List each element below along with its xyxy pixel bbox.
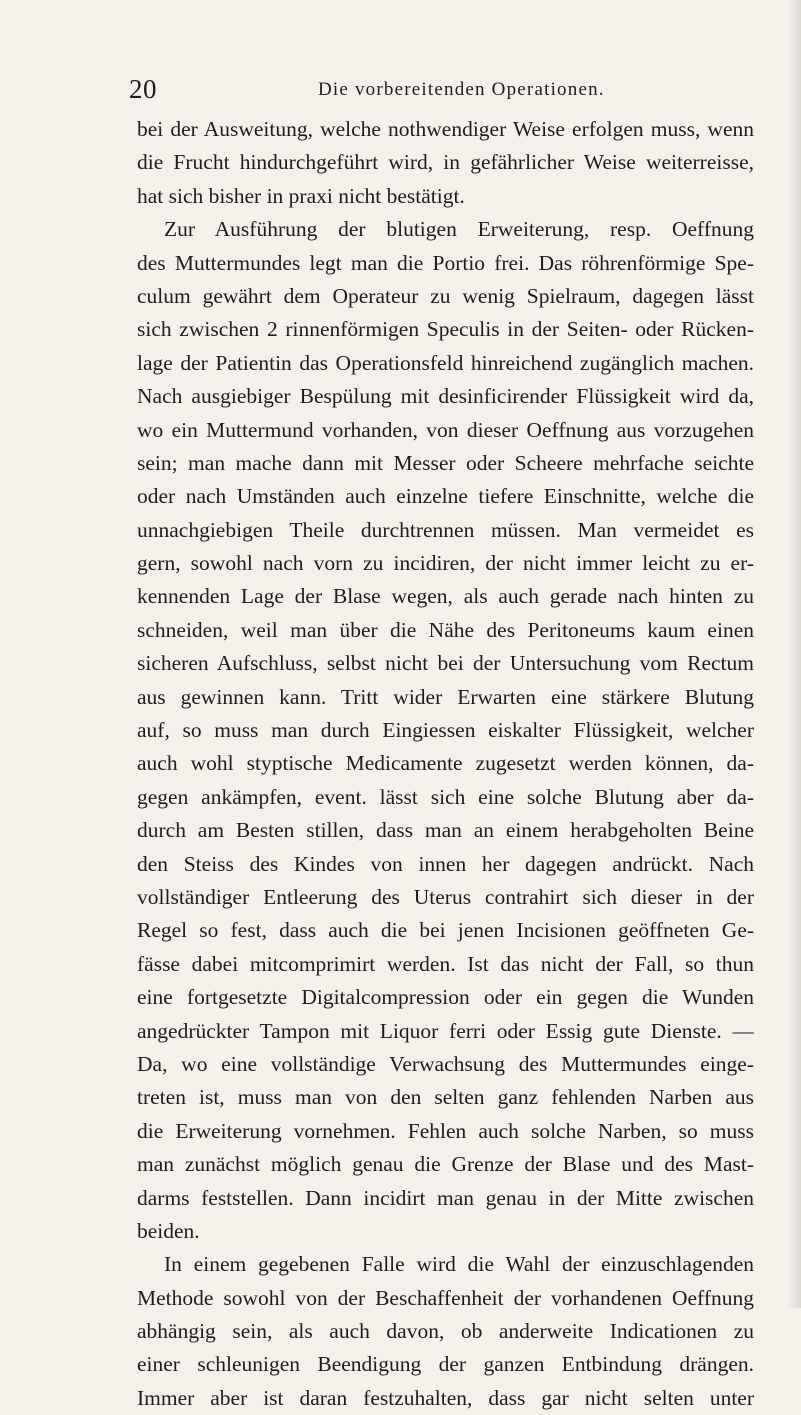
text-line: einer schleunigen Beendigung der ganzen Entbindung drängen.	[137, 1352, 754, 1377]
text-line: beiden.	[137, 1218, 200, 1243]
text-line: lage der Patientin das Operationsfeld hinreichend zugänglich machen.	[137, 350, 754, 375]
running-head: Die vorbereitenden Operationen.	[318, 79, 605, 100]
text-line: angedrückter Tampon mit Liquor ferri oder Essig gute Dienste. —	[137, 1018, 754, 1043]
text-line: sein; man mache dann mit Messer oder Scheere mehrfache seichte	[137, 450, 754, 475]
text-line: Nach ausgiebiger Bespülung mit desinficirender Flüssigkeit wird da,	[137, 384, 754, 409]
text-line: vollständiger Entleerung des Uterus contrahirt sich dieser in der	[137, 884, 754, 909]
text-line: unnachgiebigen Theile durchtrennen müssen. Man vermeidet es	[137, 517, 754, 542]
text-line: Da, wo eine vollständige Verwachsung des Muttermundes einge-	[137, 1051, 754, 1076]
text-line: darms feststellen. Dann incidirt man genau in der Mitte zwischen	[137, 1185, 754, 1210]
text-line: gern, sowohl nach vorn zu incidiren, der nicht immer leicht zu er-	[137, 551, 754, 576]
text-line: die Erweiterung vornehmen. Fehlen auch solche Narben, so muss	[137, 1118, 754, 1143]
text-line: gegen ankämpfen, event. lässt sich eine solche Blutung aber da-	[137, 784, 754, 809]
text-line: sicheren Aufschluss, selbst nicht bei der Untersuchung vom Rectum	[137, 651, 754, 676]
text-line: aus gewinnen kann. Tritt wider Erwarten eine stärkere Blutung	[137, 684, 754, 709]
text-line: Zur Ausführung der blutigen Erweiterung, resp. Oeffnung	[164, 217, 754, 242]
text-line: sich zwischen 2 rinnenförmigen Speculis in der Seiten- oder Rücken-	[137, 317, 754, 342]
text-line: kennenden Lage der Blase wegen, als auch gerade nach hinten zu	[137, 584, 754, 609]
page-number: 20	[129, 74, 157, 104]
text-line: auch wohl styptische Medicamente zugesetzt werden können, da-	[137, 751, 754, 776]
text-line: Methode sowohl von der Beschaffenheit der vorhandenen Oeffnung	[137, 1285, 754, 1310]
text-line: wo ein Muttermund vorhanden, von dieser Oeffnung aus vorzugehen	[137, 417, 754, 442]
text-line: bei der Ausweitung, welche nothwendiger Weise erfolgen muss, wenn	[137, 117, 754, 141]
text-line: oder nach Umständen auch einzelne tiefere Einschnitte, welche die	[137, 484, 754, 509]
text-line: die Frucht hindurchgeführt wird, in gefährlicher Weise weiterreisse,	[137, 150, 754, 175]
text-line: abhängig sein, als auch davon, ob anderweite Indicationen zu	[137, 1319, 754, 1344]
text-line: eine fortgesetzte Digitalcompression oder ein gegen die Wunden	[137, 985, 754, 1010]
text-line: hat sich bisher in praxi nicht bestätigt.	[137, 183, 465, 208]
text-line: Regel so fest, dass auch die bei jenen Incisionen geöffneten Ge-	[137, 918, 754, 943]
text-line: Immer aber ist daran festzuhalten, dass gar nicht selten unter	[137, 1385, 754, 1410]
text-line: auf, so muss man durch Eingiessen eiskalter Flüssigkeit, welcher	[137, 718, 754, 743]
text-line: treten ist, muss man von den selten ganz fehlenden Narben aus	[137, 1085, 754, 1110]
text-line: culum gewährt dem Operateur zu wenig Spielraum, dagegen lässt	[137, 283, 754, 308]
page-edge-shadow	[787, 0, 801, 1308]
body-text	[137, 113, 754, 1415]
text-line: schneiden, weil man über die Nähe des Peritoneums kaum einen	[137, 617, 754, 642]
text-line: durch am Besten stillen, dass man an einem herabgeholten Beine	[137, 818, 754, 843]
text-line: man zunächst möglich genau die Grenze der Blase und des Mast-	[137, 1152, 754, 1177]
text-line: In einem gegebenen Falle wird die Wahl der einzuschlagenden	[164, 1252, 754, 1277]
text-line: den Steiss des Kindes von innen her dagegen andrückt. Nach	[137, 851, 754, 876]
text-line: fässe dabei mitcomprimirt werden. Ist das nicht der Fall, so thun	[137, 951, 754, 976]
page-header	[93, 74, 693, 104]
text-line: des Muttermundes legt man die Portio frei. Das röhrenförmige Spe-	[137, 250, 754, 275]
